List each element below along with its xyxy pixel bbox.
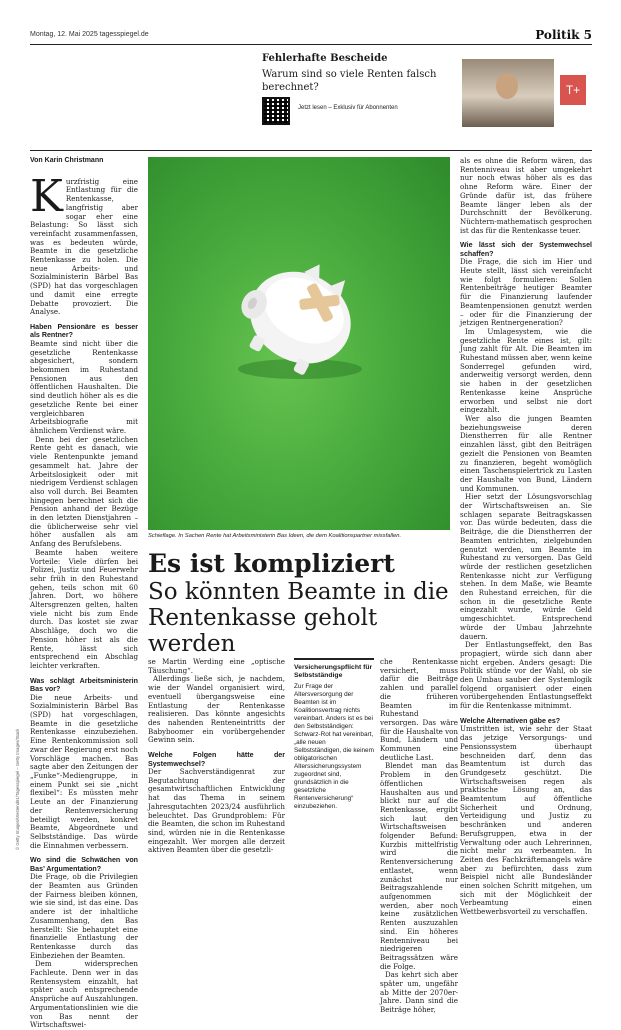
column-2 — [148, 658, 285, 855]
paragraph: Das kehrt sich aber später um, ungefähr ab Mitte der 2070er-Jahre. Dann sind die Beiträge höher, — [380, 970, 458, 1015]
section-page: Politik 5 — [535, 28, 592, 42]
teaser-title: Fehlerhafte Bescheide — [262, 53, 388, 64]
paragraph: se Martin Werding eine „optische Täuschung“. — [148, 657, 285, 675]
subhead: Was schlägt Arbeitsministerin Bas vor? — [30, 676, 138, 694]
subhead: Welche Alternativen gäbe es? — [460, 716, 561, 725]
paragraph: als es ohne die Reform wären, das Rentenniveau ist aber umgekehrt nur noch etwas höher als es das ohne Reform wäre. Einer der Gründe dafür ist, das frühere Beamte länger leben als der Durchschnitt der Bevölkerung. Nüchtern-mathematisch gesprochen ist das für die Rentenkasse teuer. — [460, 156, 592, 235]
paragraph: Die Frage, ob die Privilegien der Beamten aus Gründen der Fairness bleiben können, wie sie sind, ist das eine. Das andere ist der inhaltliche Zusammenhang, den Bas herstellt: Sie behauptet eine finanzielle Entlastung der Rentenkasse durch das Einbeziehen der Beamten. — [30, 872, 138, 960]
column-3 — [380, 658, 458, 1015]
info-box — [294, 658, 374, 811]
paragraph: Beamte haben weitere Vorteile: Viele dürfen bei Polizei, Justiz und Feuerwehr sehr früh in den Ruhestand gehen, teils schon mit 60 Jahren. Dort, wo höhere Altersgrenzen gelten, halten viele nicht bis zum Ende durch. Das kostet sie zwar Abschläge, doch wo die Pension höher ist als die Rente, lässt sich entsprechend ein Abschlag leichter verkraften. — [30, 547, 138, 670]
qr-code-icon[interactable] — [262, 97, 290, 125]
image-caption: Schieflage. In Sachen Rente hat Arbeitsministerin Bas Ideen, die dem Koalitionspartner missfallen. — [148, 533, 402, 539]
paragraph: Die Frage, die sich im Hier und Heute stellt, lässt sich vereinfacht wie folgt formulieren: Sollen Rentenbeiträge heutiger Beamter für die Finanzierung laufender Beamtenpensionen genutzt werden – oder für die Finanzierung der jetzigen Rentnergeneration? — [460, 257, 592, 328]
subhead: Haben Pensionäre es besser als Rentner? — [30, 322, 138, 340]
page-header — [30, 28, 592, 42]
paragraph: Im Umlagesystem, wie die gesetzliche Rente eines ist, gilt: Jung zahlt für Alt. Die Beamten im Ruhestand müssen aber, wenn keine Sonderregel gefunden wird, anderweitig versorgt werden, denn sie haben in der gesetzlichen Rentenkasse keine Ansprüche erworben und selbst nie dort eingezahlt. — [460, 326, 592, 415]
column-right — [460, 157, 592, 917]
paragraph: Wer also die jungen Beamten beziehungsweise deren Dienstherren für alle Rentner einzahlen lässt, gibt den Beiträgen gezielt die Pensionen von Beamten zu finanzieren, begeht womöglich einen Taschenspielertrick zu Lasten der Haushalte von Bund, Ländern und Kommunen. — [460, 413, 592, 493]
teaser-photo — [462, 59, 554, 127]
paragraph: Dem widersprechen Fachleute. Denn wer in das Rentensystem einzahlt, hat später auch entsprechende Ansprüche auf Auszahlungen. Argumentationslinien wie die von Bas nennt der Wirtschaftswei- — [30, 959, 138, 1030]
tplus-badge: T+ — [560, 75, 586, 105]
subhead: Wie lässt sich der Systemwechsel schaffen? — [460, 241, 592, 258]
info-box-text: Zur Frage der Altersversorgung der Beamten ist im Koalitionsvertrag nichts vereinbart. Anders ist es bei den Selbstständigen: Schwarz-Rot hat vereinbart, „alle neuen Selbstständigen, die keinem obligatorischen Alterssicherungssystem zugeordnet sind, grundsätzlich in die gesetzliche Rentenversicherung“ einzubeziehen. — [294, 683, 374, 811]
dropcap: K — [30, 170, 63, 222]
headline: Es ist kompliziert — [148, 549, 395, 578]
column-1 — [30, 157, 138, 1030]
subheadline: So könnten Beamte in die Rentenkasse geholt werden — [148, 579, 449, 657]
date-site: Montag, 12. Mai 2025 tagesspiegel.de — [30, 31, 149, 38]
paragraph: Hier setzt der Lösungsvorschlag der Wirtschaftsweisen an. Sie schlagen separate Beitragskassen vor. Das würde bedeuten, dass die Beiträge, die die Dienstherren der Beamten entrichten, zielgebunden genutzt werden, um Beamte im Ruhestand zu versorgen. Das Geld würde der restlichen gesetzlichen Rentenkasse nicht zur Verfügung stehen. In dem Maße, wie Beamte den Ruhestand erreichen, für die schon in die gesetzliche Rente eingezahlt wurde, würde Geld umgeschichtet. Entsprechend würde der Umbau Jahrzehnte dauern. — [460, 492, 592, 641]
paragraph: Der Sachverständigenrat zur Begutachtung der gesamtwirtschaftlichen Entwicklung hat das Thema in seinem Jahresgutachten 2023/24 ausführlich beleuchtet. Das Grundproblem: Für die Beamten, die schon im Ruhestand sind, würden nie in die Rentenkasse eingezahlt. Wer morgen alle derzeit aktiven Beamten über die gesetzli- — [148, 767, 285, 855]
paragraph: che Rentenkasse versichert, muss dafür die Beiträge zahlen und parallel die früheren Beamten im Ruhestand versorgen. Das wäre für die Haushalte von Bund, Ländern und Kommunen eine deutliche Last. — [380, 657, 458, 762]
info-box-title: Versicherungspflicht für Selbstständige — [294, 664, 373, 680]
paragraph: Blendet man das Problem in den öffentlichen Haushalten aus und blickt nur auf die Rentenkasse, ergibt sich laut den Wirtschaftsweisen folgender Befund: Kurzbis mittelfristig wird die Rentenversicherung entlastet, wenn zunächst nur Beitragszahlende aufgenommen werden, aber noch keine zusätzlichen Renten auszuzahlen sind. Ein höheres Rentenniveau bei niedrigeren Beitragssätzen wäre die Folge. — [380, 761, 458, 971]
subhead: Welche Folgen hätte der Systemwechsel? — [148, 751, 285, 768]
photo-credit: © Getty Images/Westend61/Tagesspiegel – Getty Images/Stock — [15, 728, 20, 850]
paragraph: Der Entlastungseffekt, den Bas propagiert, würde sich dann aber nicht ergeben. Anders gesagt: Die Politik stünde vor der Wahl, ob sie den Umbau sauber der Systemlogik folgend organisiert oder einen vorübergehenden Entlastungseffekt für die Rentenkasse mitnimmt. — [460, 640, 592, 711]
teaser-footer: Jetzt lesen – Exklusiv für Abonnenten — [298, 105, 398, 111]
piggy-bank-icon — [148, 157, 450, 530]
teaser-subtitle: Warum sind so viele Renten falsch berechnet? — [262, 69, 437, 93]
paragraph: Allerdings ließe sich, je nachdem, wie der Wandel organisiert wird, eventuell übergangsweise eine Entlastung der Rentenkasse realisieren. Das könnte angesichts des nahenden Renteneintritts der Babyboomer ein vorübergehender Gewinn sein. — [148, 674, 285, 745]
paragraph: Die neue Arbeits- und Sozialministerin Bärbel Bas (SPD) hat vorgeschlagen, Beamte in die gesetzliche Rentenkasse einzubeziehen. Eine Rentenkommission soll zwar der Regierung erst noch Vorschläge machen. Bas sagte aber den Zeitungen der „Funke“-Mediengruppe, in einem Punkt sei sie „nicht flexibel“: Es müssten mehr Leute an der Finanzierung der Rentenversicherung beteiligt werden, konkret Beamte, Abgeordnete und Selbstständige. Das würde die Einnahmen verbessern. — [30, 692, 138, 850]
teaser-rule — [30, 150, 592, 151]
header-rule — [30, 44, 592, 45]
subhead: Wo sind die Schwächen von Bas’ Argumentation? — [30, 856, 138, 873]
teaser-box[interactable] — [262, 53, 592, 133]
paragraph: Beamte sind nicht über die gesetzliche Rentenkasse abgesichert, sondern bekommen im Ruhestand Pensionen aus den öffentlichen Haushalten. Die sind deutlich höher als es die gesetzliche Rente bei einer vergleichbaren Arbeitsbiografie mit ähnlichem Verdienst wäre. — [30, 338, 138, 435]
piggy-bank-image — [148, 157, 450, 530]
lead-paragraph: Kurzfristig eine Entlastung für die Rentenkasse, langfristig aber sogar eher eine Belastung: So lässt sich vereinfacht zusammenfassen, was es bedeuten würde, Beamte in die gesetzliche Rentenkasse zu holen. Die neue Arbeits- und Sozialministerin Bärbel Bas (SPD) hat das vorgeschlagen und damit eine erregte Debatte provoziert. Die Analyse. — [30, 170, 138, 317]
paragraph: Umstritten ist, wie sehr der Staat das jetzige Versorgungs- und Pensionssystem überhaupt beschneiden darf, denn das Beamtentum ist durch das Grundgesetz geschützt. Die Wirtschaftsweisen regen als praktische Lösung an, das Beamtentum auf öffentliche Sicherheit und Ordnung, Verteidigung und Justiz zu beschränken und anderen Berufsgruppen, etwa in der Verwaltung oder auch Lehrerinnen, nicht mehr zu verbeamten. In Zeiten des Fachkräftemangels wäre aber zu befürchten, dass zum Beispiel nicht alle Bundesländer einen solchen Schritt mitgehen, um sich mit der Möglichkeit der Verbeamtung einen Wettbewerbsvorteil zu verschaffen. — [460, 724, 592, 917]
paragraph: Denn bei der gesetzlichen Rente geht es danach, wie viele Rentenpunkte jemand gesammelt hat. Jahre der Arbeitslosigkeit oder mit niedrigem Verdienst schlagen also voll durch. Bei Beamten hingegen berechnet sich die Pension anhand der Bezüge in den letzten Dienstjahren – die üblicherweise sehr viel höher ausfallen als am Anfang des Berufslebens. — [30, 434, 138, 549]
author: Von Karin Christmann — [30, 157, 104, 164]
